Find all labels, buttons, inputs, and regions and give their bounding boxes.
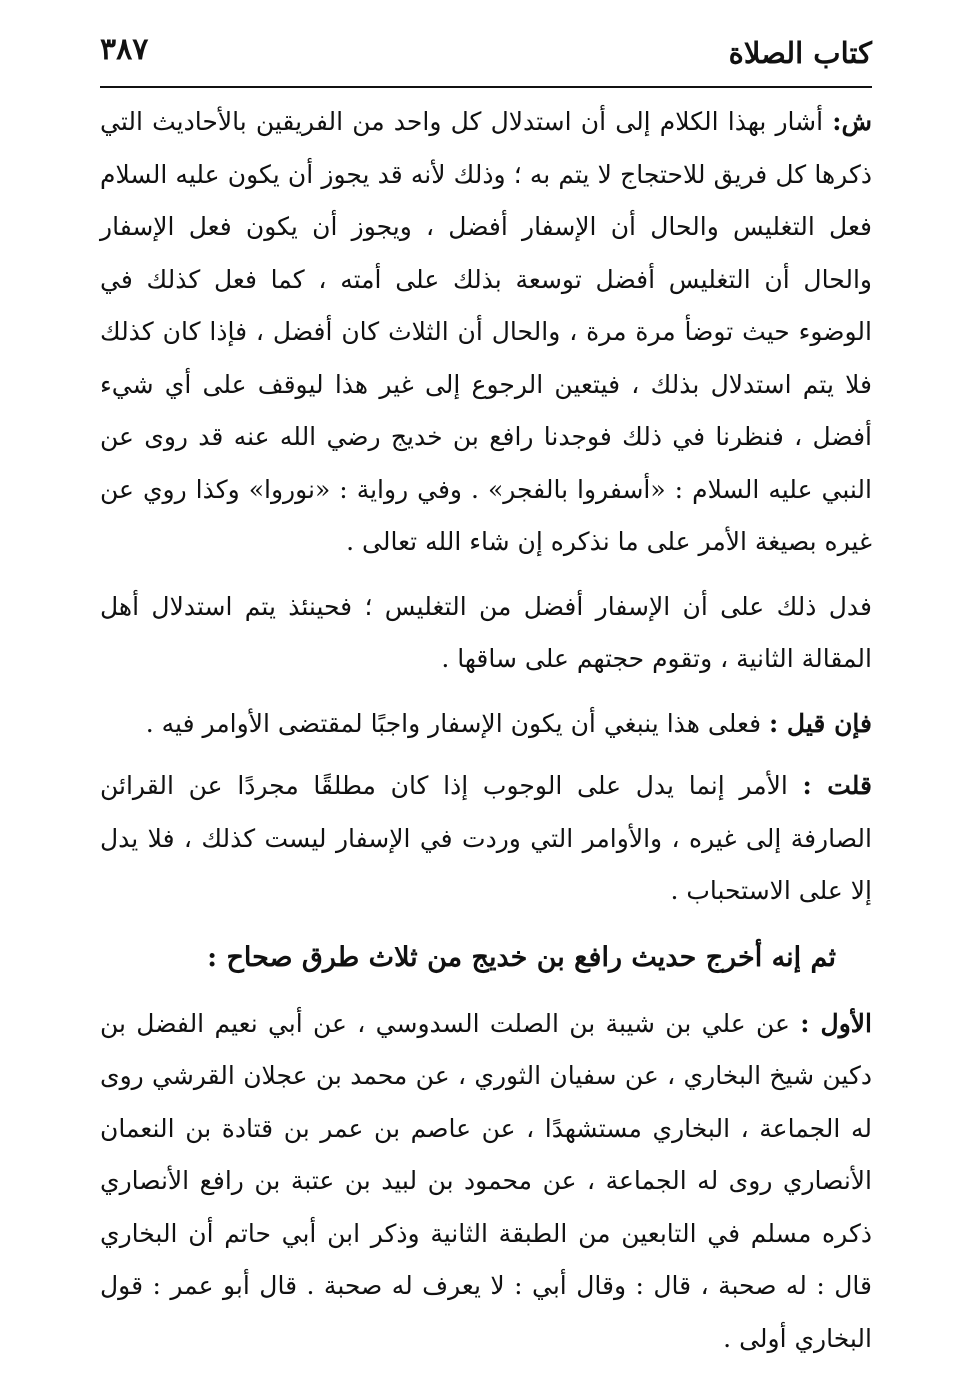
paragraph-text: الأمر إنما يدل على الوجوب إذا كان مطلقًا مجردًا عن القرائن الصارفة إلى غيره ، والأوامر التي وردت في الإسفار ليست كذلك ، فلا يدل إلا على الاستحباب .: [100, 771, 872, 905]
paragraph-text: أشار بهذا الكلام إلى أن استدلال كل واحد من الفريقين بالأحاديث التي ذكرها كل فريق للاحتجاج لا يتم به ؛ وذلك لأنه قد يجوز أن يكون عليه السلام فعل التغليس والحال أن الإسفار أفضل ، ويجوز أن يكون فعل الإسفار والحال أن التغليس أفضل توسعة بذلك على أمته ، كما فعل كذلك في الوضوء حيث توضأ مرة مرة ، والحال أن الثلاث كان أفضل ، فإذا كان كذلك فلا يتم استدلال بذلك ، فيتعين الرجوع إلى غير هذا ليوقف على أي شيء أفضل ، فنظرنا في ذلك فوجدنا رافع بن خديج رضي الله عنه قد روى عن النبي عليه السلام : «أسفروا بالفجر» . وفي رواية : «نوروا» وكذا روي عن غيره بصيغة الأمر على ما نذكره إن شاء الله تعالى .: [100, 107, 872, 556]
page-body: [100, 96, 872, 1365]
paragraph-lead: قلت :: [802, 771, 872, 800]
paragraph-lead: ش:: [832, 107, 872, 136]
paragraph-commentary: [100, 96, 872, 569]
paragraph-lead: فإن قيل :: [769, 708, 872, 738]
paragraph-objection: [100, 698, 872, 751]
paragraph-text: فعلى هذا ينبغي أن يكون الإسفار واجبًا لمقتضى الأوامر فيه .: [145, 708, 762, 738]
header-divider: [100, 86, 872, 88]
paragraph-reply: [100, 760, 872, 918]
paragraph-lead: الأول :: [800, 1008, 872, 1038]
paragraph-text: فدل ذلك على أن الإسفار أفضل من التغليس ؛ فحينئذ يتم استدلال أهل المقالة الثانية ، وتقوم حجتهم على ساقها .: [100, 591, 872, 673]
paragraph-first-chain: [100, 998, 872, 1366]
running-title: كتاب الصلاة: [728, 36, 872, 70]
paragraph-conclusion: [100, 581, 872, 686]
page-number: ٣٨٧: [100, 32, 149, 67]
page-header: [100, 28, 872, 80]
paragraph-text: عن علي بن شيبة بن الصلت السدوسي ، عن أبي نعيم الفضل بن دكين شيخ البخاري ، عن سفيان الثوري ، عن محمد بن عجلان القرشي روى له الجماعة ، البخاري مستشهدًا ، عن عاصم بن عمر بن قتادة بن النعمان الأنصاري روى له الجماعة ، عن محمود بن لبيد بن عتبة بن رافع الأنصاري ذكره مسلم في التابعين من الطبقة الثانية وذكر ابن أبي حاتم أن البخاري قال : له صحبة ، قال : وقال أبي : لا يعرف له صحبة . قال أبو عمر : قول البخاري أولى .: [100, 1008, 872, 1353]
section-heading: ثم إنه أخرج حديث رافع بن خديج من ثلاث طرق صحاح :: [207, 941, 836, 973]
